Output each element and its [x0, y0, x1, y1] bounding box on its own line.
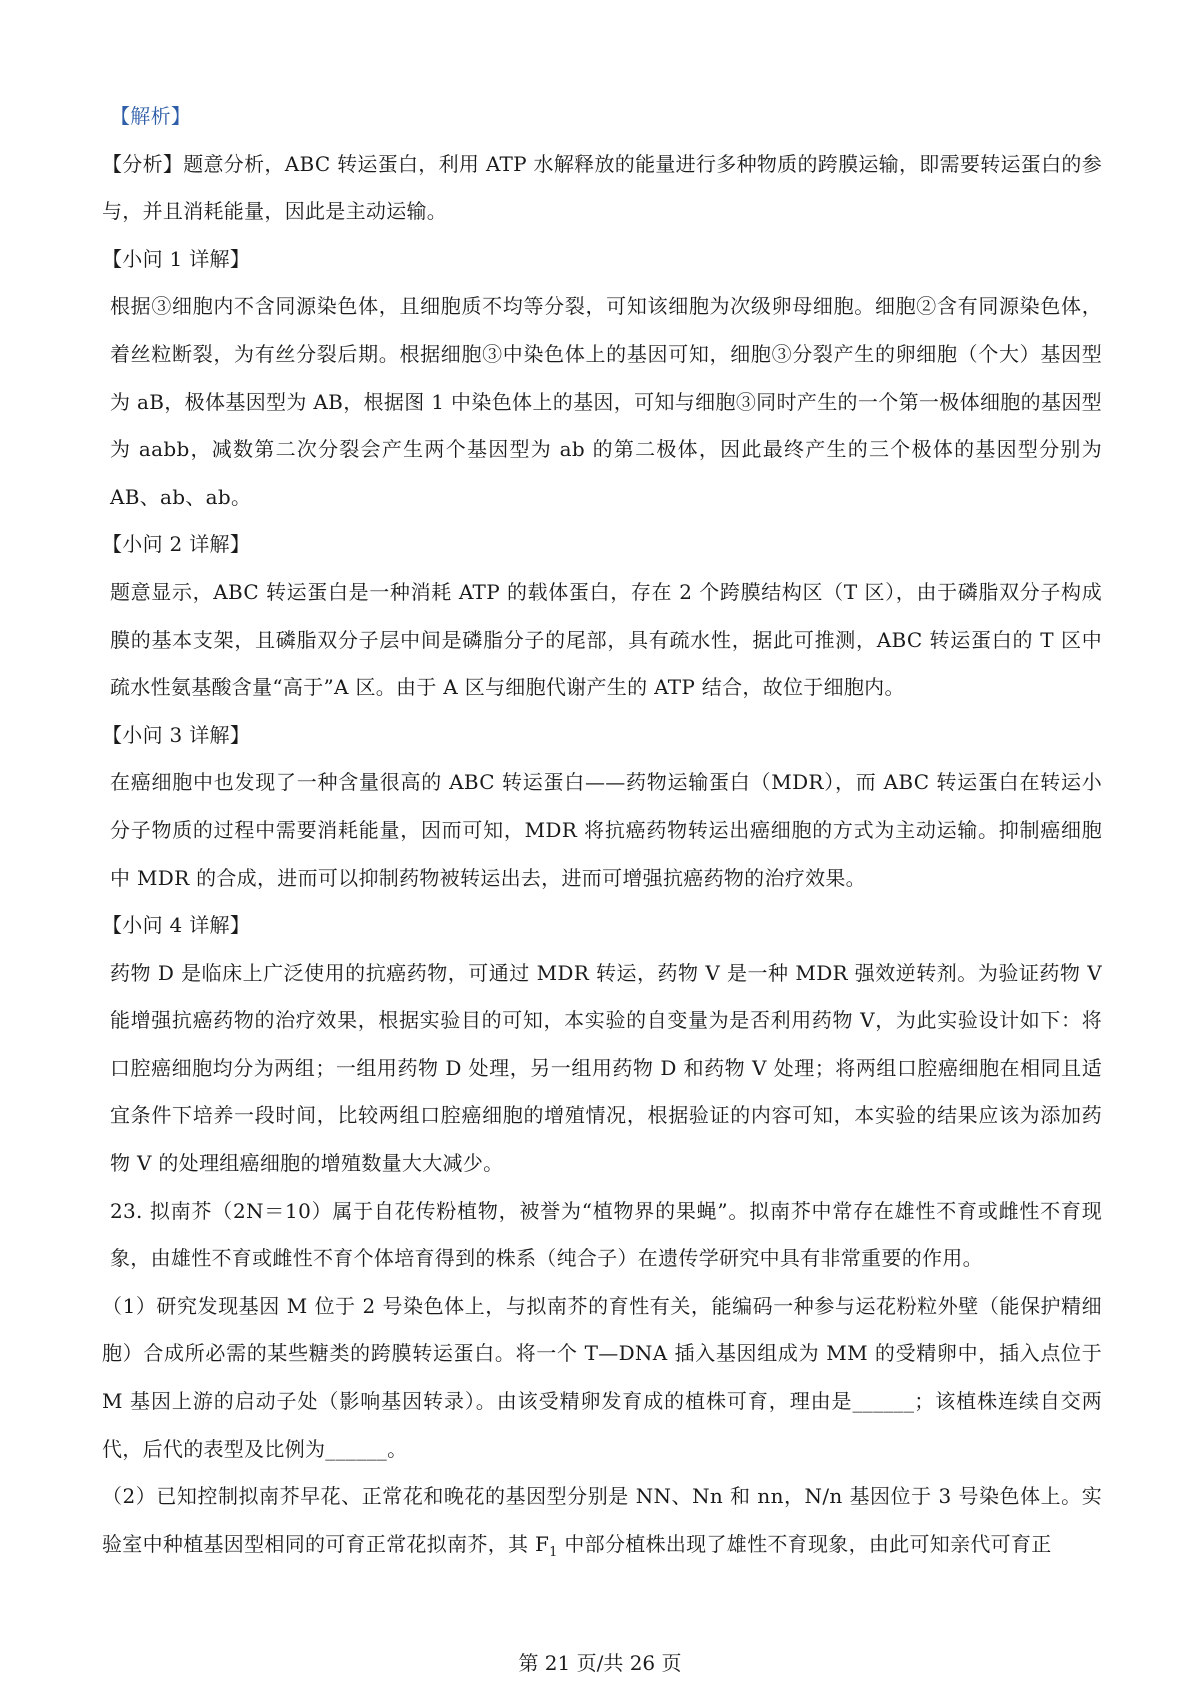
page-footer	[0, 1647, 1200, 1676]
q3-heading: 【小问 3 详解】	[102, 722, 251, 747]
q2-heading: 【小问 2 详解】	[102, 532, 251, 557]
question-23-part-2-text-b: 中部分植株出现了雄性不育现象，由此可知亲代可育正	[557, 1531, 1052, 1556]
q2-body: 题意显示，ABC 转运蛋白是一种消耗 ATP 的载体蛋白，存在 2 个跨膜结构区（T 区），由于磷脂双分子构成膜的基本支架，且磷脂双分子层中间是磷脂分子的尾部，具有疏水性，据此可推测，ABC 转运蛋白的 T 区中疏水性氨基酸含量“高于”A 区。由于 A 区与细胞代谢产生的 ATP 结合，故位于细胞内。	[110, 579, 1102, 700]
q4-body: 药物 D 是临床上广泛使用的抗癌药物，可通过 MDR 转运，药物 V 是一种 MDR 强效逆转剂。为验证药物 V 能增强抗癌药物的治疗效果，根据实验目的可知，本实验的自变量为是否利用药物 V，为此实验设计如下：将口腔癌细胞均分为两组；一组用药物 D 处理，另一组用药物 D 和药物 V 处理；将两组口腔癌细胞在相同且适宜条件下培养一段时间，比较两组口腔癌细胞的增殖情况，根据验证的内容可知，本实验的结果应该为添加药物 V 的处理组癌细胞的增殖数量大大减少。	[110, 960, 1102, 1176]
q4-heading: 【小问 4 详解】	[102, 913, 251, 938]
document-body	[102, 93, 1102, 1576]
q1-body: 根据③细胞内不含同源染色体，且细胞质不均等分裂，可知该细胞为次级卵母细胞。细胞②含有同源染色体，着丝粒断裂，为有丝分裂后期。根据细胞③中染色体上的基因可知，细胞③分裂产生的卵细胞（个大）基因型为 aB，极体基因型为 AB，根据图 1 中染色体上的基因，可知与细胞③同时产生的一个第一极体细胞的基因型为 aabb，减数第二次分裂会产生两个基因型为 ab 的第二极体，因此最终产生的三个极体的基因型分别为 AB、ab、ab。	[110, 294, 1102, 509]
jiexi-section-tag: 【解析】	[110, 104, 192, 128]
question-23-part-1: （1）研究发现基因 M 位于 2 号染色体上，与拟南芥的育性有关，能编码一种参与运花粉粒外壁（能保护精细胞）合成所必需的某些糖类的跨膜转运蛋白。将一个 T—DNA 插入基因组成为 MM 的受精卵中，插入点位于 M 基因上游的启动子处（影响基因转录）。由该受精卵发育成的植株可育，理由是______；该植株连续自交两代，后代的表型及比例为______。	[102, 1293, 1102, 1461]
q1-heading: 【小问 1 详解】	[102, 246, 251, 271]
question-23-part-2-text-a: （2）已知控制拟南芥早花、正常花和晚花的基因型分别是 NN、Nn 和 nn，N/n 基因位于 3 号染色体上。实验室中种植基因型相同的可育正常花拟南芥，其 F	[102, 1484, 1102, 1556]
q3-body: 在癌细胞中也发现了一种含量很高的 ABC 转运蛋白——药物运输蛋白（MDR），而 ABC 转运蛋白在转运小分子物质的过程中需要消耗能量，因而可知，MDR 将抗癌药物转运出癌细胞的方式为主动运输。抑制癌细胞中 MDR 的合成，进而可以抑制药物被转运出去，进而可增强抗癌药物的治疗效果。	[110, 770, 1102, 890]
f1-subscript: 1	[549, 1544, 558, 1560]
question-23-intro: 23. 拟南芥（2N＝10）属于自花传粉植物，被誉为“植物界的果蝇”。拟南芥中常存在雄性不育或雌性不育现象，由雄性不育或雌性不育个体培育得到的株系（纯合子）在遗传学研究中具有非常重要的作用。	[110, 1198, 1102, 1271]
page-number-label: 第 21 页/共 26 页	[518, 1651, 682, 1675]
question-23-part-2	[102, 1473, 1102, 1576]
analysis-paragraph: 【分析】题意分析，ABC 转运蛋白，利用 ATP 水解释放的能量进行多种物质的跨膜运输，即需要转运蛋白的参与，并且消耗能量，因此是主动运输。	[102, 151, 1102, 224]
